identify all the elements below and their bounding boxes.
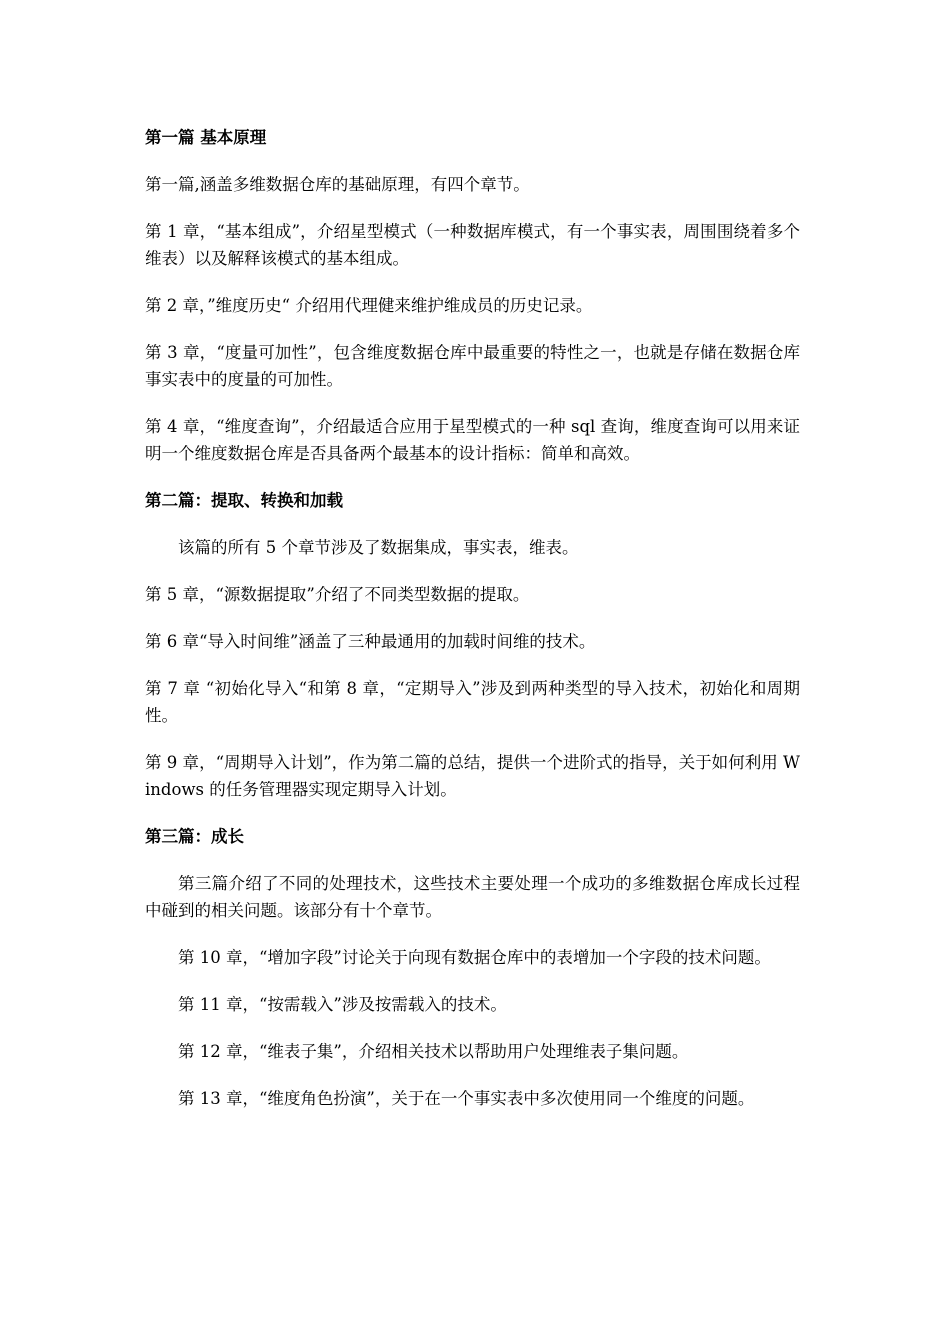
part3-intro: 第三篇介绍了不同的处理技术，这些技术主要处理一个成功的多维数据仓库成长过程中碰到的相关问题。该部分有十个章节。 (145, 874, 800, 920)
part3-heading: 第三篇：成长 (145, 827, 244, 846)
chapter-1-paragraph: 第 1 章，“基本组成”，介绍星型模式（一种数据库模式，有一个事实表，周围围绕着多个维表）以及解释该模式的基本组成。 (145, 222, 800, 268)
chapter-10-paragraph: 第 10 章，“增加字段”讨论关于向现有数据仓库中的表增加一个字段的技术问题。 (178, 948, 771, 967)
chapter-2-paragraph: 第 2 章，”维度历史“ 介绍用代理健来维护维成员的历史记录。 (145, 296, 593, 315)
chapter-9-paragraph: 第 9 章，“周期导入计划”，作为第二篇的总结，提供一个进阶式的指导，关于如何利用 Windows 的任务管理器实现定期导入计划。 (145, 753, 800, 799)
chapter-6-paragraph: 第 6 章“导入时间维”涵盖了三种最通用的加载时间维的技术。 (145, 632, 596, 651)
chapter-4-paragraph: 第 4 章，“维度查询”，介绍最适合应用于星型模式的一种 sql 查询，维度查询可以用来证明一个维度数据仓库是否具备两个最基本的设计指标：简单和高效。 (145, 417, 800, 463)
chapter-11-paragraph: 第 11 章，“按需载入”涉及按需载入的技术。 (178, 995, 507, 1014)
document-page (145, 124, 800, 1132)
part2-heading: 第二篇：提取、转换和加载 (145, 491, 343, 510)
chapter-12-paragraph: 第 12 章，“维表子集”，介绍相关技术以帮助用户处理维表子集问题。 (178, 1042, 689, 1061)
chapter-3-paragraph: 第 3 章，“度量可加性”，包含维度数据仓库中最重要的特性之一，也就是存储在数据仓库事实表中的度量的可加性。 (145, 343, 800, 389)
part2-intro: 该篇的所有 5 个章节涉及了数据集成，事实表，维表。 (178, 538, 579, 557)
part1-heading: 第一篇 基本原理 (145, 128, 267, 147)
chapter-13-paragraph: 第 13 章，“维度角色扮演”，关于在一个事实表中多次使用同一个维度的问题。 (178, 1089, 755, 1108)
chapter-7-8-paragraph: 第 7 章 “初始化导入“和第 8 章，“定期导入”涉及到两种类型的导入技术，初始化和周期性。 (145, 679, 800, 725)
part1-intro: 第一篇,涵盖多维数据仓库的基础原理，有四个章节。 (145, 175, 530, 194)
chapter-5-paragraph: 第 5 章，“源数据提取”介绍了不同类型数据的提取。 (145, 585, 530, 604)
